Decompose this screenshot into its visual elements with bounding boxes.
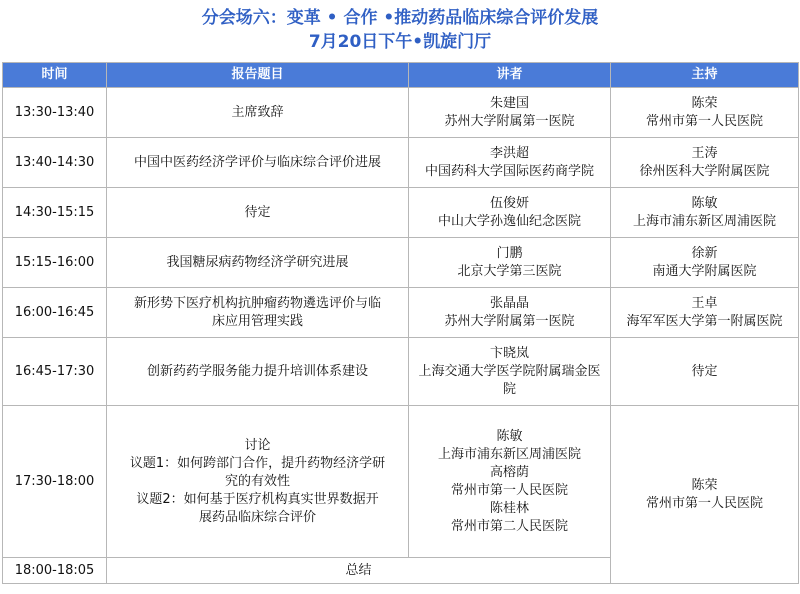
speaker-cell: 伍俊妍 中山大学孙逸仙纪念医院: [409, 188, 611, 238]
column-header-time: 时间: [3, 63, 107, 88]
page-title: 分会场六：变革 • 合作 •推动药品临床综合评价发展: [201, 8, 599, 28]
speaker-cell: 李洪超 中国药科大学国际医药商学院: [409, 138, 611, 188]
host-cell: 王卓 海军军医大学第一附属医院: [611, 288, 799, 338]
table-row: [3, 238, 799, 288]
speaker-cell: 朱建国 苏州大学附属第一医院: [409, 88, 611, 138]
table-row: [3, 338, 799, 406]
table-row: [3, 138, 799, 188]
topic-cell: 讨论 议题1：如何跨部门合作，提升药物经济学研 究的有效性 议题2：如何基于医疗机构真实世界数据开 展药品临床综合评价: [107, 406, 409, 558]
host-cell: 陈敏 上海市浦东新区周浦医院: [611, 188, 799, 238]
column-header-host: 主持: [611, 63, 799, 88]
table-row: [3, 406, 799, 558]
time-cell: 18:00-18:05: [3, 558, 107, 584]
host-cell: 王涛 徐州医科大学附属医院: [611, 138, 799, 188]
page-header: [0, 0, 800, 54]
table-row: [3, 288, 799, 338]
table-header-row: [3, 63, 799, 88]
topic-cell: 我国糖尿病药物经济学研究进展: [107, 238, 409, 288]
column-header-topic: 报告题目: [107, 63, 409, 88]
schedule-table: [2, 62, 799, 584]
table-row: [3, 88, 799, 138]
time-cell: 13:30-13:40: [3, 88, 107, 138]
host-cell: 徐新 南通大学附属医院: [611, 238, 799, 288]
host-cell: 陈荣 常州市第一人民医院: [611, 88, 799, 138]
topic-cell: 待定: [107, 188, 409, 238]
speaker-cell: 张晶晶 苏州大学附属第一医院: [409, 288, 611, 338]
topic-cell: 创新药药学服务能力提升培训体系建设: [107, 338, 409, 406]
column-header-speaker: 讲者: [409, 63, 611, 88]
speaker-cell: 卞晓岚 上海交通大学医学院附属瑞金医院: [409, 338, 611, 406]
speaker-cell: 门鹏 北京大学第三医院: [409, 238, 611, 288]
topic-cell: 主席致辞: [107, 88, 409, 138]
host-cell: 待定: [611, 338, 799, 406]
topic-cell: 总结: [107, 558, 611, 584]
time-cell: 16:00-16:45: [3, 288, 107, 338]
time-cell: 16:45-17:30: [3, 338, 107, 406]
topic-cell: 中国中医药经济学评价与临床综合评价进展: [107, 138, 409, 188]
time-cell: 17:30-18:00: [3, 406, 107, 558]
host-cell: 陈荣 常州市第一人民医院: [611, 406, 799, 584]
time-cell: 15:15-16:00: [3, 238, 107, 288]
time-cell: 14:30-15:15: [3, 188, 107, 238]
topic-cell: 新形势下医疗机构抗肿瘤药物遴选评价与临 床应用管理实践: [107, 288, 409, 338]
table-row: [3, 188, 799, 238]
time-cell: 13:40-14:30: [3, 138, 107, 188]
page-subtitle: 7月20日下午•凯旋门厅: [308, 32, 492, 52]
speaker-cell: 陈敏 上海市浦东新区周浦医院 高榕荫 常州市第一人民医院 陈桂林 常州市第二人民医院: [409, 406, 611, 558]
